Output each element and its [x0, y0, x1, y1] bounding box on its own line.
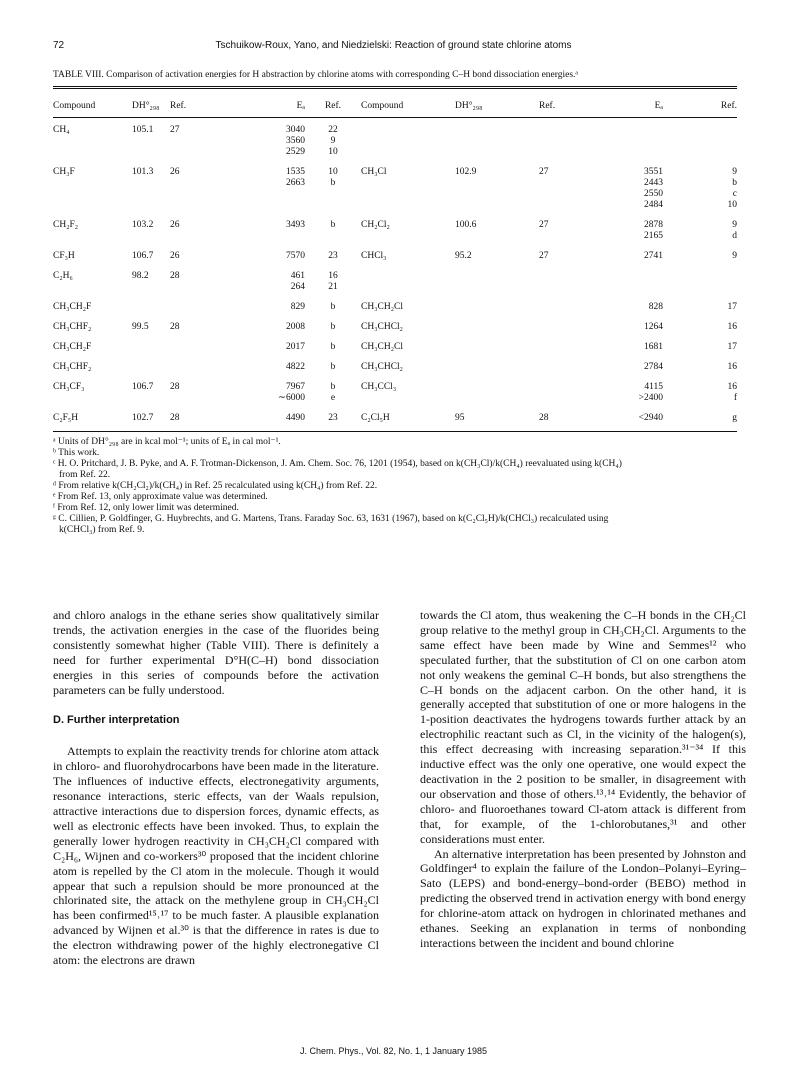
- table-cell: [539, 115, 575, 158]
- table-cell: 95.2: [455, 251, 472, 261]
- table-cell: 27: [170, 125, 180, 135]
- table-cell: 2741: [644, 251, 663, 261]
- table-cell: CH₃CF₃: [53, 382, 85, 392]
- footnote: ᵈ From relative k(CH₂Cl₂)/k(CH₄) in Ref. 25 recalculated using k(CH₄) from Ref. 22.: [53, 481, 378, 491]
- table-cell: CH₃CH₂Cl: [361, 342, 403, 352]
- table-cell: [453, 353, 539, 373]
- table-cell: 16: [727, 322, 737, 332]
- footnote: from Ref. 22.: [59, 470, 111, 480]
- footnote: k(CHCl₃) from Ref. 9.: [59, 525, 145, 535]
- column-header: Ref.: [539, 100, 556, 111]
- table-cell: [539, 262, 575, 293]
- table-cell: 7967 ∼6000: [278, 382, 305, 403]
- table-cell: 3551 2443 2550 2484: [644, 167, 663, 210]
- table-cell: 23: [328, 413, 338, 423]
- table-cell: 2008: [286, 322, 305, 332]
- table-cell: 102.9: [455, 167, 477, 177]
- section-heading: D. Further interpretation: [53, 714, 180, 727]
- column-header: DH°₂₉₈: [132, 100, 160, 111]
- table-cell: [170, 333, 230, 353]
- table-row: [53, 293, 737, 313]
- table-cell: 102.7: [132, 413, 154, 423]
- table-cell: b: [330, 322, 336, 332]
- footnote: ᶠ From Ref. 12, only lower limit was determined.: [53, 503, 239, 513]
- table-cell: 27: [539, 220, 549, 230]
- table-cell: CH₄: [53, 125, 70, 135]
- table-row: [53, 353, 737, 373]
- table-top-rule: [53, 86, 737, 87]
- table-cell: 26: [170, 167, 180, 177]
- table-cell: b: [330, 220, 336, 230]
- table-cell: [539, 373, 575, 404]
- table-cell: C₂Cl₅H: [361, 413, 390, 423]
- table-row: [53, 373, 737, 404]
- table-header-row: [53, 97, 737, 115]
- table-cell: 26: [170, 220, 180, 230]
- table-cell: CH₃CH₂Cl: [361, 302, 403, 312]
- column-header: Compound: [53, 100, 96, 111]
- table-cell: 28: [170, 382, 180, 392]
- table-cell: [453, 313, 539, 333]
- table-cell: b: [330, 342, 336, 352]
- right-column: [420, 608, 746, 951]
- table-cell: 16: [727, 362, 737, 372]
- column-header: Eₐ: [296, 100, 305, 111]
- table-cell: 829: [290, 302, 305, 312]
- table-cell: 2017: [286, 342, 305, 352]
- table-cell: 1535 2663: [286, 167, 305, 188]
- table-cell: 99.5: [132, 322, 149, 332]
- table-cell: 98.2: [132, 271, 149, 281]
- left-intro-paragraph: and chloro analogs in the ethane series show qualitatively similar trends, the activation energies in the case of the fluorides being consistently somewhat higher (Table VIII). There is definitely a need for further experimental D°H(C–H) bond dissociation energies in this series of compounds before the activation parameters can be fully understood.: [53, 608, 379, 697]
- left-main-paragraph: Attempts to explain the reactivity trends for chlorine atom attack in chloro- and fluorohydrocarbons have been made in the literature. The influences of inductive effects, electronegativity arguments, resonance interactions, steric effects, van der Waals repulsion, attractive interactions due to dispersion forces, dynamic effects, as well as electronic effects have been invoked. Thus, to explain the generally lower hydrogen reactivity in CH₃CH₂Cl compared with C₂H₆, Wijnen and co-workers³⁰ proposed that the incident chlorine atom is repelled by the Cl atom in the molecule. Though it would appear that such a repulsion should be more pronounced at the chlorinated site, the attack on the methylene group in CH₃CH₂Cl has been confirmed¹⁵˒¹⁷ to be much faster. A plausible explanation advanced by Wijnen et al.³⁰ is that the difference in rates is due to the electron withdrawing power of the highly electronegative Cl atom: the electrons are drawn: [53, 744, 379, 968]
- table-row: [53, 158, 737, 211]
- table-cell: [453, 373, 539, 404]
- column-header: DH°₂₉₈: [455, 100, 483, 111]
- table-cell: CH₃CCl₃: [361, 382, 397, 392]
- table-cell: [361, 115, 453, 158]
- table-cell: 28: [170, 413, 180, 423]
- column-header: Ref.: [324, 100, 342, 111]
- table-row: [53, 242, 737, 262]
- table-cell: 16 21: [328, 271, 338, 292]
- table-row: [53, 313, 737, 333]
- table-cell: CF₃H: [53, 251, 75, 261]
- table-cell: 22 9 10: [328, 125, 338, 157]
- footnote: ᵇ This work.: [53, 448, 100, 458]
- table-cell: 103.2: [132, 220, 154, 230]
- table-cell: C₂F₅H: [53, 413, 79, 423]
- table-cell: 10 b: [328, 167, 338, 188]
- table-caption: TABLE VIII. Comparison of activation energies for H abstraction by chlorine atoms with corresponding C–H bond dissociation energies.ᵃ: [53, 70, 579, 80]
- table-cell: b: [330, 302, 336, 312]
- table-cell: [361, 262, 453, 293]
- table-cell: [663, 115, 737, 158]
- table-cell: 27: [539, 167, 549, 177]
- table-cell: CH₂F₂: [53, 220, 79, 230]
- table-cell: 95: [455, 413, 465, 423]
- table-cell: [453, 115, 539, 158]
- table-row: [53, 211, 737, 242]
- table-cell: [170, 293, 230, 313]
- table-cell: 106.7: [132, 382, 154, 392]
- table-cell: 9: [732, 251, 737, 261]
- table-cell: [575, 262, 663, 293]
- table-cell: CH₃CHCl₂: [361, 322, 403, 332]
- table-cell: 4115 >2400: [638, 382, 663, 403]
- table-row: [53, 404, 737, 431]
- table-cell: 828: [648, 302, 663, 312]
- table-cell: <2940: [638, 413, 663, 423]
- column-header: Ref.: [170, 100, 187, 111]
- footnote: ᵍ C. Cillien, P. Goldfinger, G. Huybrechts, and G. Martens, Trans. Faraday Soc. 63, 1631 (1967), based on k(C₂Cl₅H)/k(CHCl₃) recalculated using: [53, 514, 609, 524]
- left-column: [53, 608, 379, 968]
- table-row: [53, 333, 737, 353]
- running-title: Tschuikow-Roux, Yano, and Niedzielski: Reaction of ground state chlorine atoms: [215, 40, 572, 51]
- right-paragraph-1: towards the Cl atom, thus weakening the C–H bonds in the CH₂Cl group relative to the methyl group in CH₃CH₂Cl. Arguments to the same effect have been made by Wine and Semmes¹² who speculated further, that the substitution of Cl on one carbon atom not only weakens the geminal C–H bonds, but also strengthens the C–H bonds on the adjacent carbon. On the other hand, it is generally accepted that substitution of one or more halogens in the 1-position deactivates the hydrogens towards further attack by an electrophilic reactant such as Cl, in the vicinity of the halogen(s), this effect decreasing with increasing separation.³¹⁻³⁴ If this inductive effect was the only one operative, one would expect the deactivation in the 2 position to be smaller, in disagreement with our observation and those of others.¹³˒¹⁴ Evidently, the behavior of chloro- and fluoroethanes toward Cl-atom attack is different from that, for example, of the 1-chlorobutanes,³¹ and other considerations must enter.: [420, 608, 746, 846]
- table-cell: 100.6: [455, 220, 477, 230]
- table-cell: 105.1: [132, 125, 154, 135]
- table-cell: 23: [328, 251, 338, 261]
- table-row: [53, 115, 737, 158]
- table-cell: b: [330, 362, 336, 372]
- column-header: Eₐ: [654, 100, 663, 111]
- page-number: 72: [53, 40, 65, 51]
- footnote: ᶜ H. O. Pritchard, J. B. Pyke, and A. F. Trotman-Dickenson, J. Am. Chem. Soc. 76, 1201 (1954), based on k(CH₃Cl)/k(CH₄) reevaluated using k(CH₄): [53, 459, 622, 469]
- table-cell: CH₃CH₂F: [53, 302, 92, 312]
- table-cell: 9 d: [732, 220, 737, 241]
- table-cell: b e: [330, 382, 336, 403]
- table-cell: 1681: [644, 342, 663, 352]
- table-cell: 461 264: [290, 271, 305, 292]
- table-cell: 3493: [286, 220, 305, 230]
- table-cell: [575, 115, 663, 158]
- table-cell: CH₃CH₂F: [53, 342, 92, 352]
- table-cell: [539, 333, 575, 353]
- table-cell: [453, 333, 539, 353]
- table-cell: [130, 333, 170, 353]
- table-cell: 7570: [286, 251, 305, 261]
- table-cell: 17: [727, 342, 737, 352]
- table-top-rule-2: [53, 88, 737, 89]
- footnote: ᵃ Units of DH°₂₉₈ are in kcal mol⁻¹; units of Eₐ in cal mol⁻¹.: [53, 437, 281, 447]
- table-cell: 106.7: [132, 251, 154, 261]
- journal-footer: J. Chem. Phys., Vol. 82, No. 1, 1 January 1985: [299, 1046, 488, 1056]
- table-cell: [539, 293, 575, 313]
- running-head: [53, 40, 734, 54]
- footnote: ᵉ From Ref. 13, only approximate value was determined.: [53, 492, 268, 502]
- table-cell: 28: [539, 413, 549, 423]
- table-cell: CH₃CHF₂: [53, 362, 92, 372]
- table-cell: [170, 353, 230, 373]
- table-cell: 26: [170, 251, 180, 261]
- table-cell: 3040 3560 2529: [286, 125, 305, 157]
- table-cell: CH₃Cl: [361, 167, 387, 177]
- table-footnotes: [53, 437, 737, 536]
- table-cell: CH₃F: [53, 167, 75, 177]
- table-cell: 17: [727, 302, 737, 312]
- table-cell: CH₃CHF₂: [53, 322, 92, 332]
- table-viii: [53, 97, 737, 431]
- table-cell: [663, 262, 737, 293]
- table-cell: 16 f: [727, 382, 737, 403]
- table-row: [53, 262, 737, 293]
- column-header: Compound: [361, 100, 404, 111]
- table-cell: 1264: [644, 322, 663, 332]
- table-cell: [130, 353, 170, 373]
- table-cell: 27: [539, 251, 549, 261]
- table-cell: [453, 262, 539, 293]
- table-cell: 2878 2165: [644, 220, 663, 241]
- table-cell: CH₂Cl₂: [361, 220, 390, 230]
- table-cell: C₂H₆: [53, 271, 73, 281]
- table-cell: [453, 293, 539, 313]
- table-cell: CH₃CHCl₂: [361, 362, 403, 372]
- table-cell: [539, 313, 575, 333]
- table-cell: 4822: [286, 362, 305, 372]
- table-cell: 28: [170, 271, 180, 281]
- table-cell: g: [732, 413, 737, 423]
- table-bottom-rule: [53, 431, 737, 432]
- right-paragraph-2: An alternative interpretation has been presented by Johnston and Goldfinger⁴ to explain the failure of the London–Polanyi–Eyring–Sato (LEPS) and bond-energy–bond-order (BEBO) method in predicting the observed trend in activation energy with bond energy for chlorine-atom attack on hydrogen in chlorinated methanes and ethanes. Seeking an explanation in terms of nonbonding interactions between the incident and bound chlorine: [420, 846, 746, 950]
- table-cell: 28: [170, 322, 180, 332]
- column-header: Ref.: [720, 100, 737, 111]
- table-cell: [130, 293, 170, 313]
- table-cell: [539, 353, 575, 373]
- table-cell: 4490: [286, 413, 305, 423]
- table-cell: 2784: [644, 362, 663, 372]
- table-cell: 9 b c 10: [727, 167, 737, 210]
- table-cell: CHCl₃: [361, 251, 387, 261]
- table-cell: 101.3: [132, 167, 154, 177]
